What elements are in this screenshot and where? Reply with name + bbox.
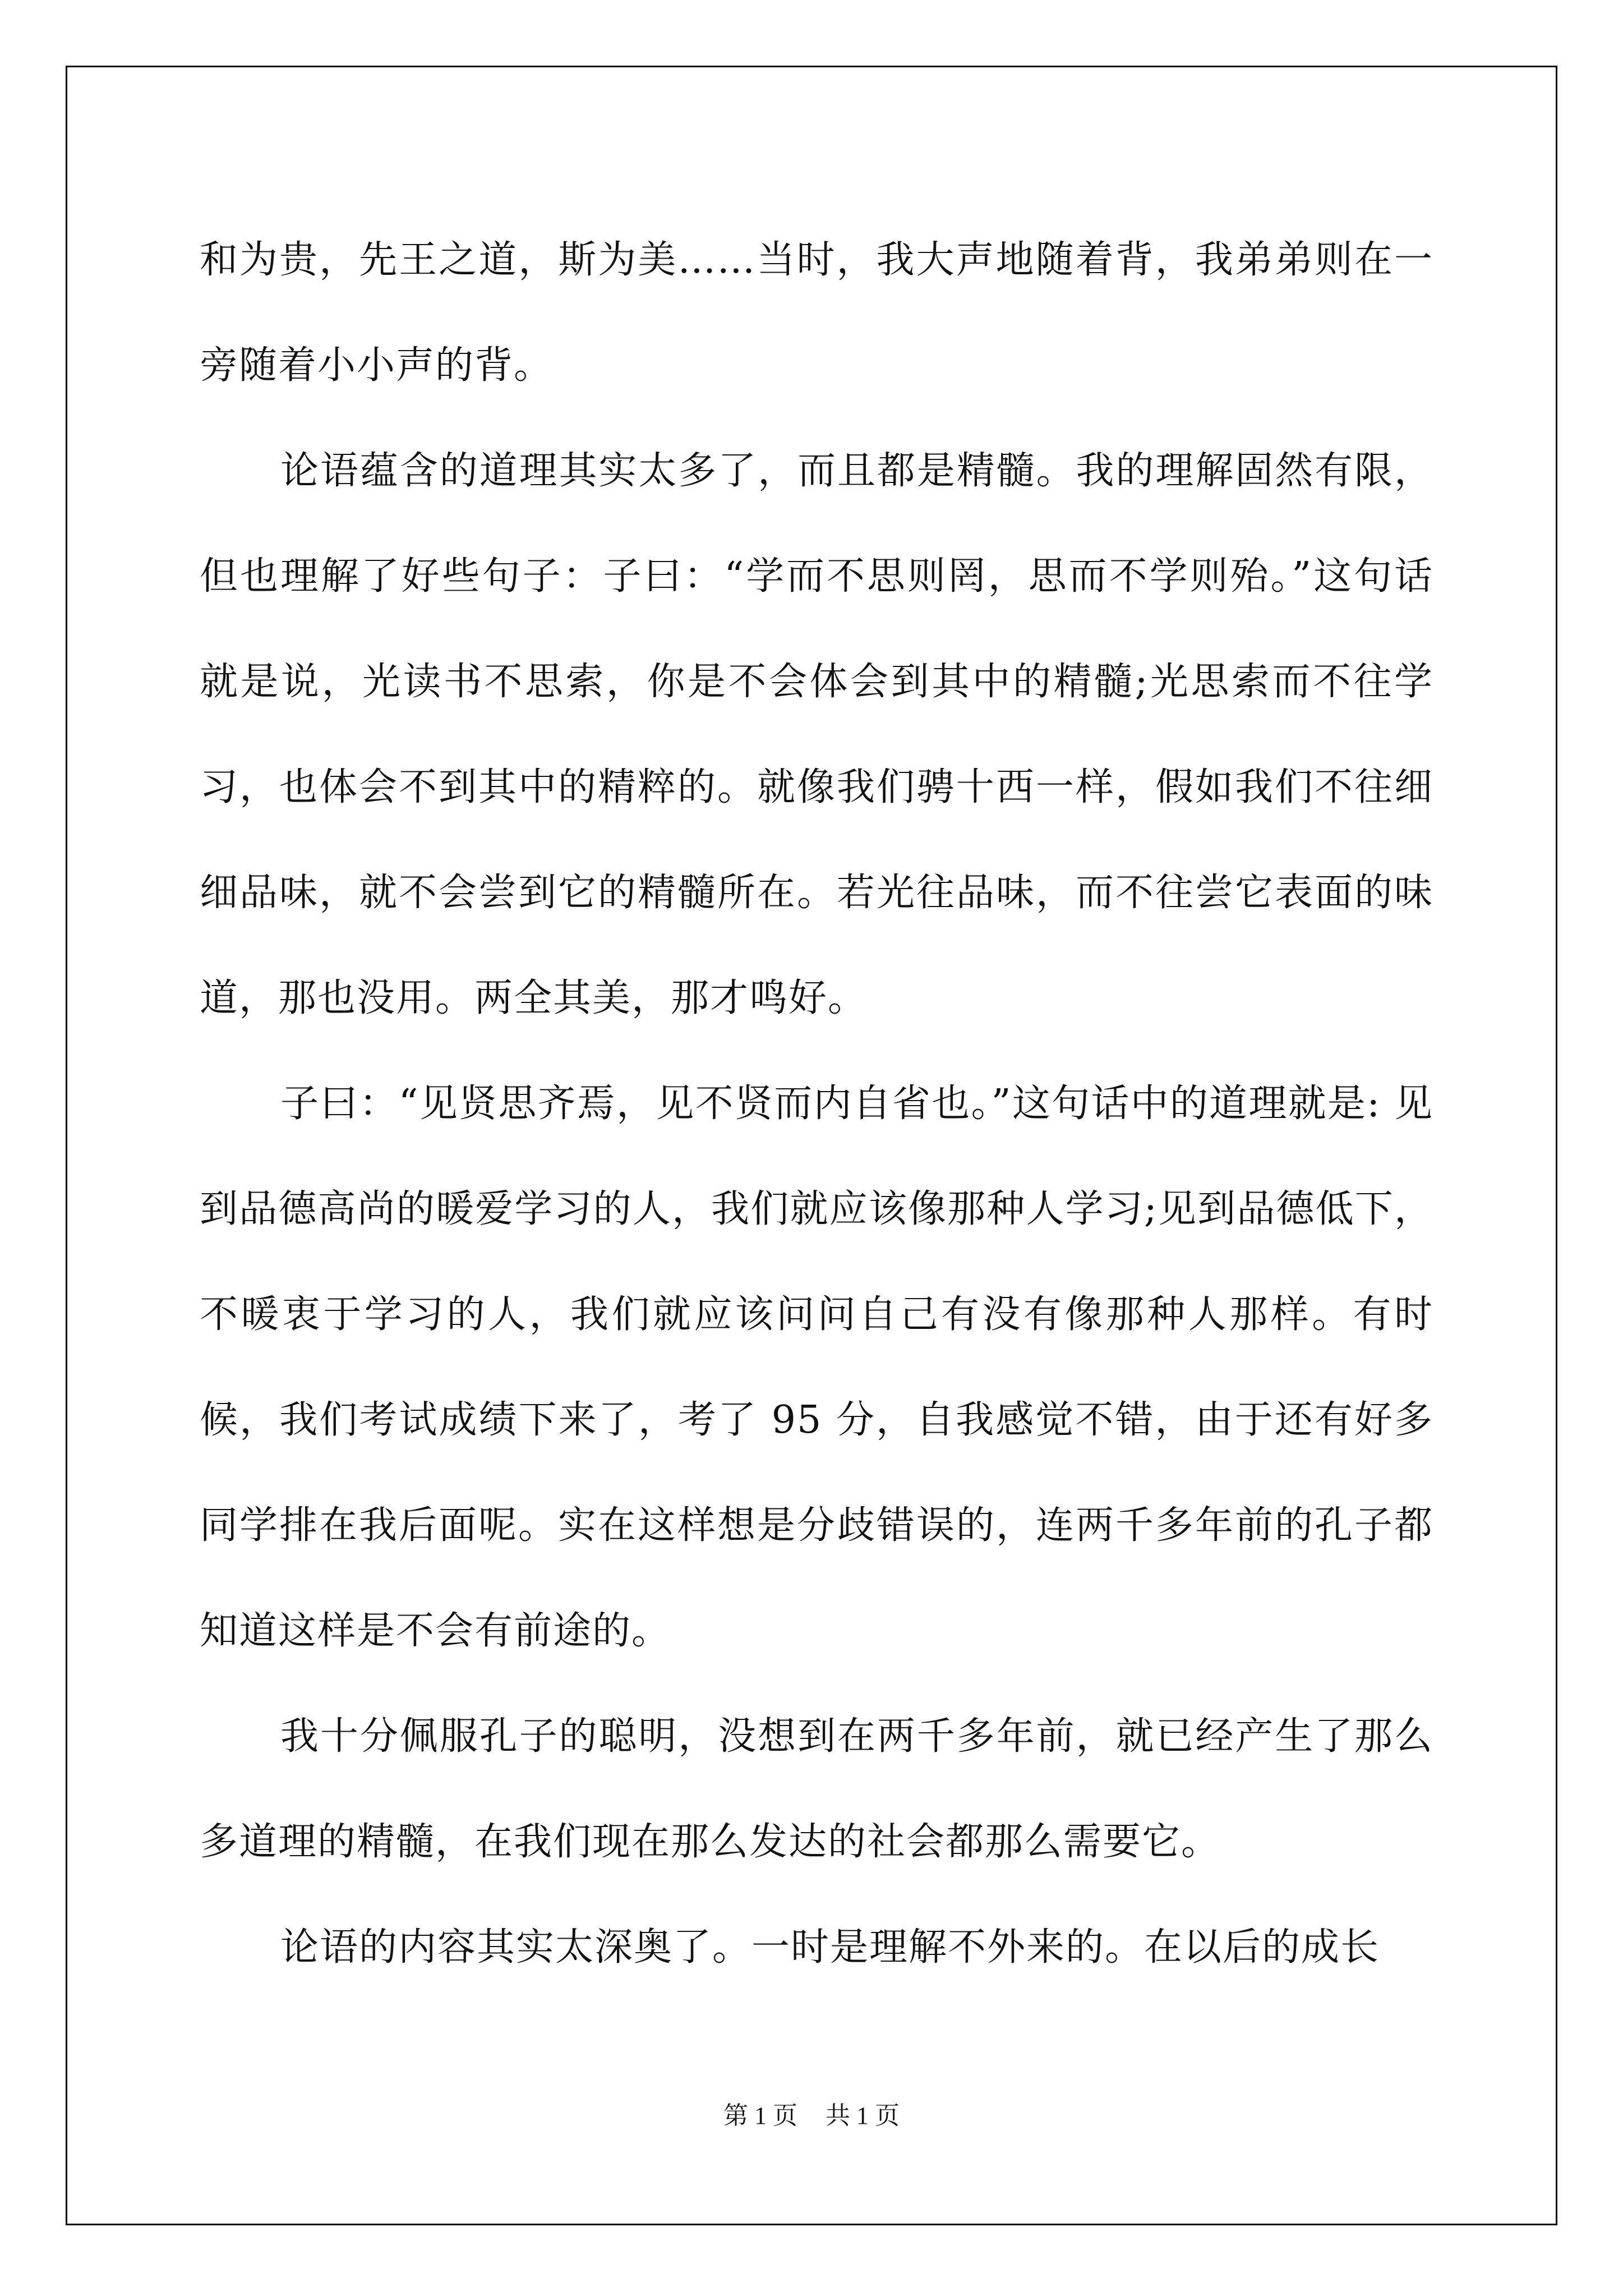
page-number-total: 共 1 页: [826, 2102, 900, 2129]
paragraph-1: 和为贵，先王之道，斯为美……当时，我大声地随着背，我弟弟则在一旁随着小小声的背。: [200, 238, 1433, 388]
paragraph-2: 论语蕴含的道理其实太多了，而且都是精髓。我的理解固然有限，但也理解了好些句子：子曰：“学而不思则罔，思而不学则殆。”这句话就是说，光读书不思索，你是不会体会到其中的精髓;光思索而不往学习，也体会不到其中的精粹的。就像我们骋十西一样，假如我们不往细细品味，就不会尝到它的精髓所在。若光往品味，而不往尝它表面的味道，那也没用。两全其美，那才鸣好。: [200, 449, 1433, 1020]
page-number-current: 第 1 页: [723, 2102, 797, 2129]
paragraph-5: 论语的内容其实太深奥了。一时是理解不外来的。在以后的成长: [280, 1925, 1380, 1970]
paragraph-4: 我十分佩服孔子的聪明，没想到在两千多年前，就已经产生了那么多道理的精髓，在我们现在那么发达的社会都那么需要它。: [200, 1714, 1433, 1864]
document-body: [200, 208, 1433, 2000]
paragraph-3: 子曰：“见贤思齐焉，见不贤而内自省也。”这句话中的道理就是: 见到品德高尚的暖爱学习的人，我们就应该像那种人学习;见到品德低下，不暖衷于学习的人，我们就应该问问自己有没有像那种人那样。有时候，我们考试成绩下来了，考了 95 分，自我感觉不错，由于还有好多同学排在我后面呢。实在这样想是分歧错误的，连两千多年前的孔子都知道这样是不会有前途的。: [200, 1082, 1433, 1653]
page-footer: [0, 2095, 1623, 2131]
